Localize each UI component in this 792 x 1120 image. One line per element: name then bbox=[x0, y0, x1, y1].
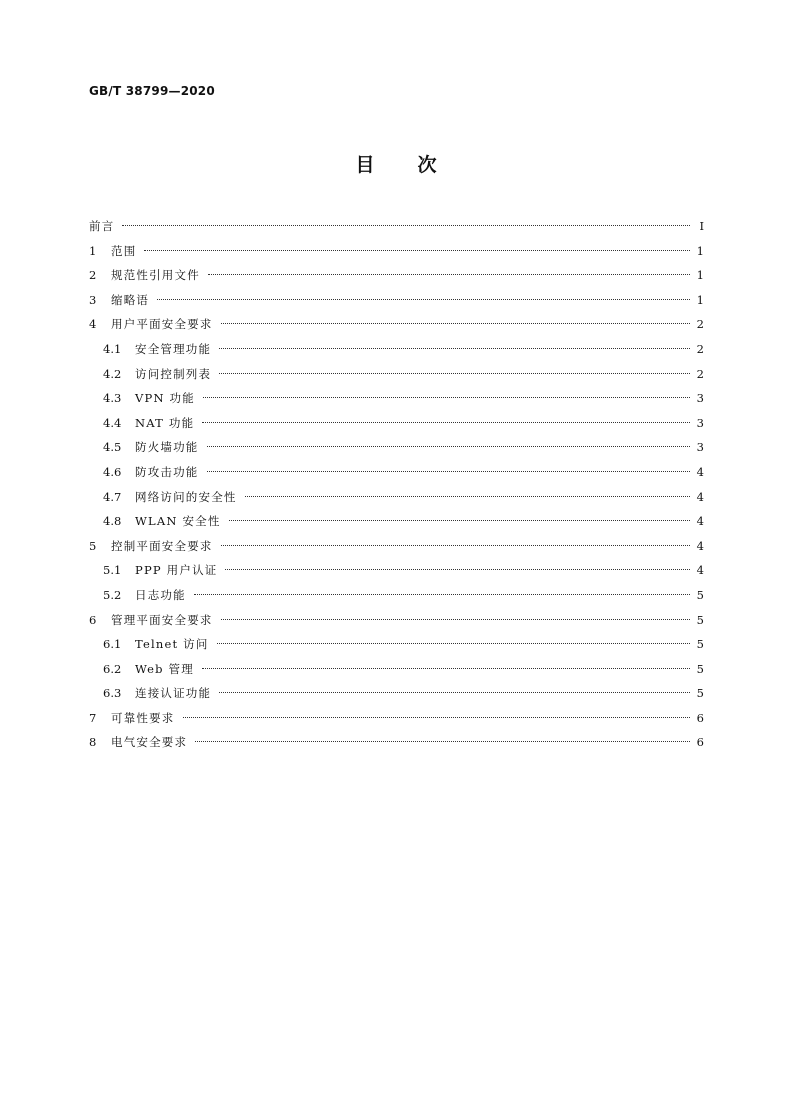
toc-entry-page-number: 6 bbox=[696, 735, 704, 750]
toc-entry[interactable] bbox=[89, 730, 704, 755]
toc-entry-label: 范围 bbox=[111, 243, 137, 258]
toc-entry[interactable] bbox=[89, 485, 704, 510]
toc-entry-page-number: 5 bbox=[696, 587, 704, 602]
toc-entry-number: 6 bbox=[89, 612, 97, 627]
toc-entry[interactable] bbox=[89, 312, 704, 337]
dot-leader bbox=[157, 299, 690, 300]
toc-entry-label: 访问控制列表 bbox=[135, 366, 212, 381]
toc-entry-number: 4.2 bbox=[103, 366, 122, 381]
toc-entry-number: 4.8 bbox=[103, 514, 122, 529]
dot-leader bbox=[219, 373, 690, 374]
toc-entry-label: 防攻击功能 bbox=[135, 464, 199, 479]
toc-entry-number: 4.5 bbox=[103, 440, 122, 455]
dot-leader bbox=[219, 348, 690, 349]
toc-entry-label: 安全管理功能 bbox=[135, 341, 212, 356]
toc-entry-label: NAT 功能 bbox=[135, 415, 195, 430]
dot-leader bbox=[195, 741, 690, 742]
table-of-contents bbox=[89, 214, 704, 755]
toc-entry-label: WLAN 安全性 bbox=[135, 514, 221, 529]
toc-entry[interactable] bbox=[89, 558, 704, 583]
dot-leader bbox=[225, 569, 690, 570]
toc-entry-page-number: 1 bbox=[696, 243, 704, 258]
toc-entry-number: 3 bbox=[89, 292, 97, 307]
toc-entry-label: Web 管理 bbox=[135, 661, 194, 676]
toc-entry-page-number: 4 bbox=[696, 563, 704, 578]
toc-entry-number: 2 bbox=[89, 268, 97, 283]
toc-entry-page-number: 1 bbox=[696, 292, 704, 307]
toc-entry-label: 日志功能 bbox=[135, 587, 186, 602]
toc-entry[interactable] bbox=[89, 706, 704, 731]
page-title: 目次 bbox=[355, 154, 480, 176]
dot-leader bbox=[202, 668, 690, 669]
toc-entry-number: 5.1 bbox=[103, 563, 122, 578]
document-code: GB/T 38799—2020 bbox=[89, 84, 215, 98]
toc-entry-label: Telnet 访问 bbox=[135, 637, 209, 652]
dot-leader bbox=[194, 594, 690, 595]
toc-entry[interactable] bbox=[89, 362, 704, 387]
toc-entry[interactable] bbox=[89, 288, 704, 313]
toc-entry-label: 用户平面安全要求 bbox=[111, 317, 213, 332]
dot-leader bbox=[221, 545, 690, 546]
toc-entry[interactable] bbox=[89, 337, 704, 362]
toc-entry-page-number: 5 bbox=[696, 612, 704, 627]
dot-leader bbox=[221, 323, 690, 324]
dot-leader bbox=[202, 422, 690, 423]
dot-leader bbox=[207, 446, 691, 447]
toc-entry-page-number: 6 bbox=[696, 710, 704, 725]
toc-entry-number: 4.7 bbox=[103, 489, 122, 504]
toc-entry-page-number: 4 bbox=[696, 514, 704, 529]
toc-entry-number: 8 bbox=[89, 735, 97, 750]
toc-entry-label: 规范性引用文件 bbox=[111, 268, 200, 283]
toc-entry-label: 可靠性要求 bbox=[111, 710, 175, 725]
toc-entry-page-number: 2 bbox=[696, 317, 704, 332]
toc-entry-label: VPN 功能 bbox=[135, 391, 195, 406]
toc-entry-number: 4.6 bbox=[103, 464, 122, 479]
toc-entry[interactable] bbox=[89, 386, 704, 411]
toc-entry-label: 防火墙功能 bbox=[135, 440, 199, 455]
toc-entry-page-number: 2 bbox=[696, 366, 704, 381]
dot-leader bbox=[245, 496, 690, 497]
dot-leader bbox=[144, 250, 690, 251]
toc-entry-page-number: 1 bbox=[696, 268, 704, 283]
toc-entry-number: 6.2 bbox=[103, 661, 122, 676]
toc-entry[interactable] bbox=[89, 583, 704, 608]
toc-entry-number: 4.3 bbox=[103, 391, 122, 406]
toc-entry-label: 网络访问的安全性 bbox=[135, 489, 237, 504]
toc-entry-label: 缩略语 bbox=[111, 292, 150, 307]
toc-entry-number: 6.3 bbox=[103, 686, 122, 701]
toc-entry[interactable] bbox=[89, 214, 704, 239]
toc-entry-number: 7 bbox=[89, 710, 97, 725]
toc-entry-page-number: 4 bbox=[696, 538, 704, 553]
toc-entry[interactable] bbox=[89, 239, 704, 264]
toc-entry-number: 5 bbox=[89, 538, 97, 553]
toc-entry-page-number: 3 bbox=[696, 415, 704, 430]
dot-leader bbox=[122, 225, 690, 226]
toc-entry-page-number: 3 bbox=[696, 440, 704, 455]
toc-entry[interactable] bbox=[89, 435, 704, 460]
toc-entry[interactable] bbox=[89, 509, 704, 534]
toc-entry[interactable] bbox=[89, 608, 704, 633]
toc-entry-label: PPP 用户认证 bbox=[135, 563, 218, 578]
toc-entry-page-number: 4 bbox=[696, 464, 704, 479]
toc-entry-page-number: 5 bbox=[696, 637, 704, 652]
toc-entry-number: 4 bbox=[89, 317, 97, 332]
toc-entry-number: 6.1 bbox=[103, 637, 122, 652]
toc-entry-page-number: Ⅰ bbox=[699, 219, 704, 233]
toc-entry[interactable] bbox=[89, 657, 704, 682]
toc-entry-page-number: 3 bbox=[696, 391, 704, 406]
toc-entry-page-number: 4 bbox=[696, 489, 704, 504]
toc-entry-number: 4.1 bbox=[103, 341, 122, 356]
dot-leader bbox=[207, 471, 691, 472]
toc-entry[interactable] bbox=[89, 681, 704, 706]
toc-entry-label: 电气安全要求 bbox=[111, 735, 188, 750]
toc-entry-page-number: 2 bbox=[696, 341, 704, 356]
toc-entry[interactable] bbox=[89, 632, 704, 657]
toc-entry[interactable] bbox=[89, 460, 704, 485]
dot-leader bbox=[208, 274, 690, 275]
dot-leader bbox=[217, 643, 690, 644]
toc-entry-label: 管理平面安全要求 bbox=[111, 612, 213, 627]
toc-entry-number: 5.2 bbox=[103, 587, 122, 602]
toc-entry-number: 1 bbox=[89, 243, 97, 258]
dot-leader bbox=[183, 717, 691, 718]
toc-entry[interactable] bbox=[89, 411, 704, 436]
dot-leader bbox=[203, 397, 690, 398]
dot-leader bbox=[221, 619, 690, 620]
toc-entry[interactable] bbox=[89, 263, 704, 288]
toc-entry[interactable] bbox=[89, 534, 704, 559]
toc-entry-number: 4.4 bbox=[103, 415, 122, 430]
dot-leader bbox=[219, 692, 690, 693]
toc-entry-page-number: 5 bbox=[696, 661, 704, 676]
dot-leader bbox=[229, 520, 690, 521]
toc-entry-label: 连接认证功能 bbox=[135, 686, 212, 701]
toc-entry-label: 前言 bbox=[89, 219, 115, 233]
toc-entry-page-number: 5 bbox=[696, 686, 704, 701]
toc-entry-label: 控制平面安全要求 bbox=[111, 538, 213, 553]
